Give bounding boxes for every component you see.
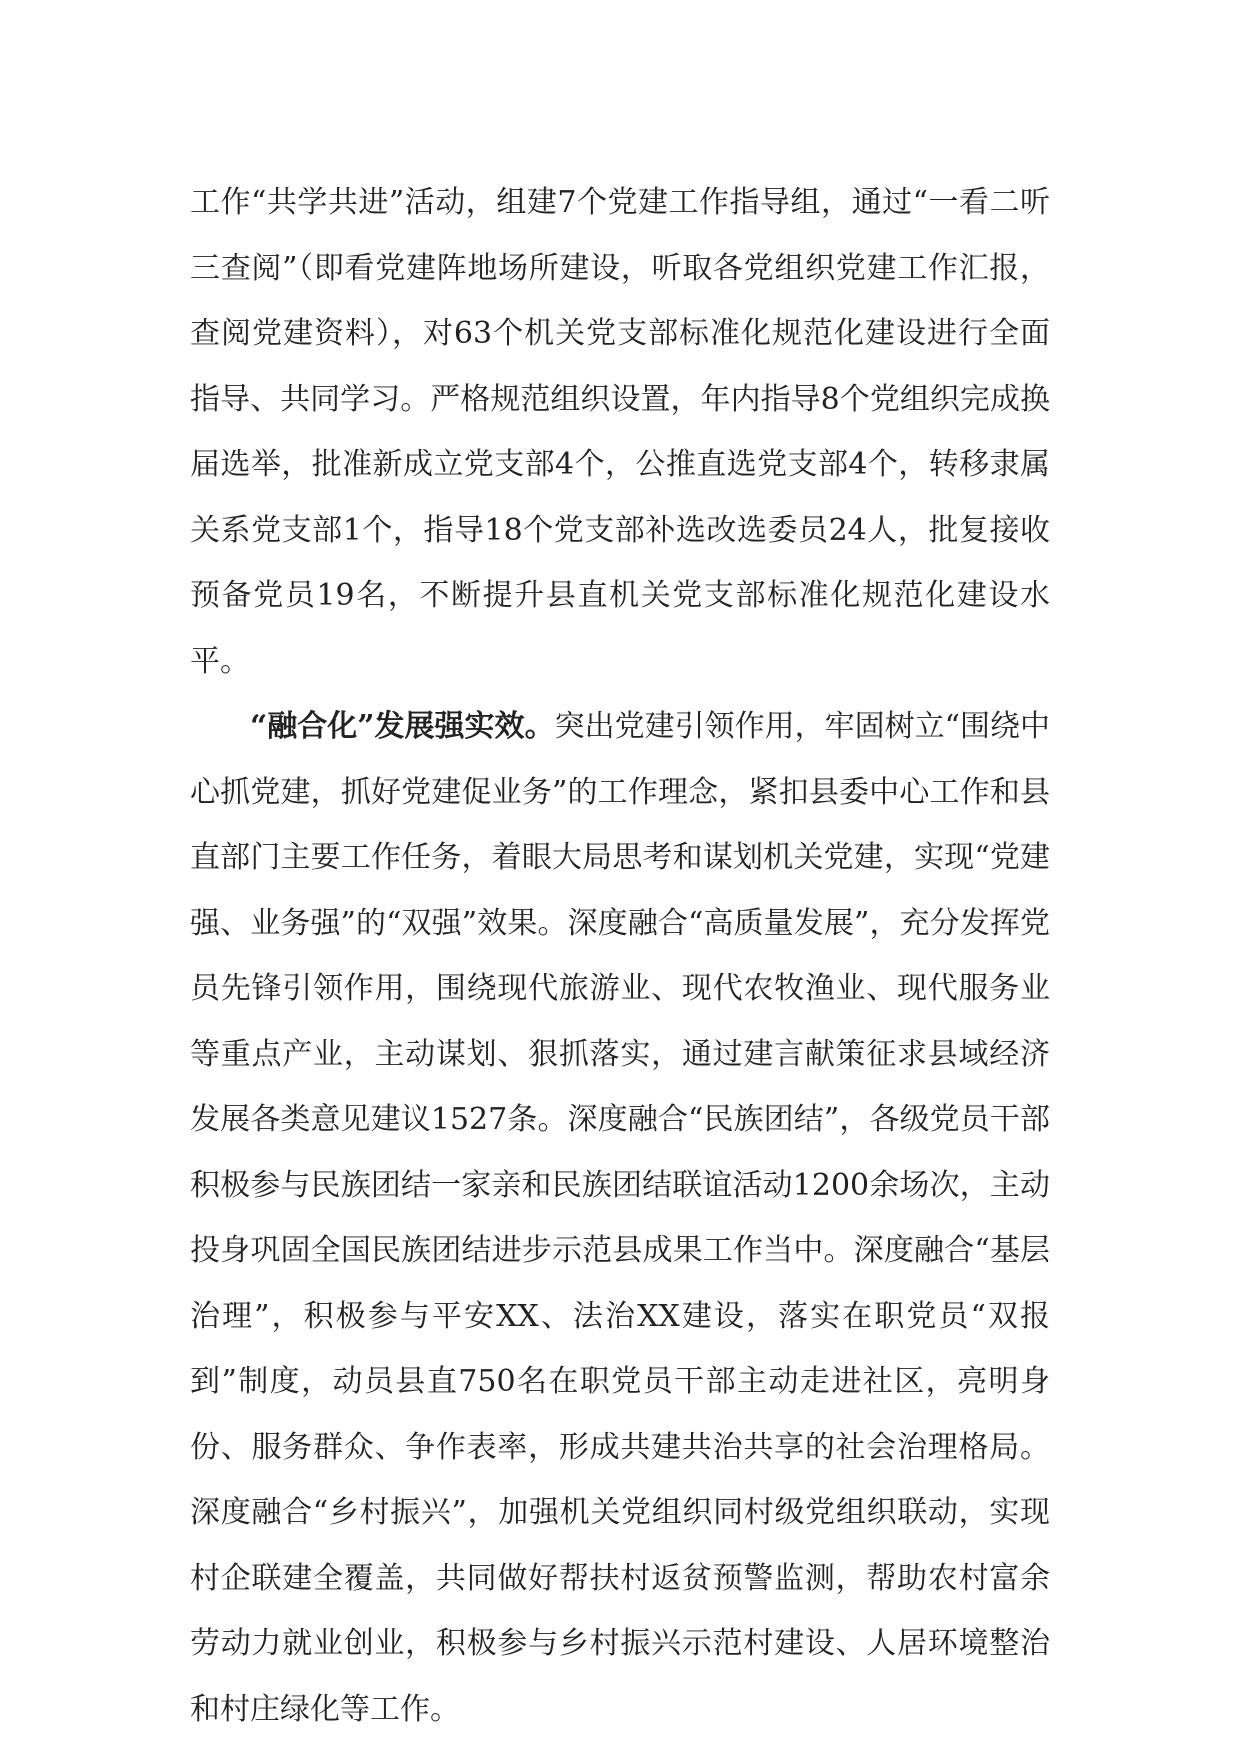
paragraph-text: 工作“共学共进”活动，组建7个党建工作指导组，通过“一看二听三查阅”（即看党建阵地场所建设，听取各党组织党建工作汇报，查阅党建资料），对63个机关党支部标准化规范化建设进行全面指导、共同学习。严格规范组织设置，年内指导8个党组织完成换届选举，批准新成立党支部4个，公推直选党支部4个，转移隶属关系党支部1个，指导18个党支部补选改选委员24人，批复接收预备党员19名，不断提升县直机关党支部标准化规范化建设水平。 (190, 185, 1050, 679)
paragraph-heading: “融合化”发展强实效。 (250, 709, 555, 744)
paragraph-continuation (190, 170, 1050, 694)
paragraph-text: 突出党建引领作用，牢固树立“围绕中心抓党建，抓好党建促业务”的工作理念，紧扣县委中心工作和县直部门主要工作任务，着眼大局思考和谋划机关党建，实现“党建强、业务强”的“双强”效果。深度融合“高质量发展”，充分发挥党员先锋引领作用，围绕现代旅游业、现代农牧渔业、现代服务业等重点产业，主动谋划、狠抓落实，通过建言献策征求县域经济发展各类意见建议1527条。深度融合“民族团结”，各级党员干部积极参与民族团结一家亲和民族团结联谊活动1200余场次，主动投身巩固全国民族团结进步示范县成果工作当中。深度融合“基层治理”，积极参与平安XX、法治XX建设，落实在职党员“双报到”制度，动员县直750名在职党员干部主动走进社区，亮明身份、服务群众、争作表率，形成共建共治共享的社会治理格局。深度融合“乡村振兴”，加强机关党组织同村级党组织联动，实现村企联建全覆盖，共同做好帮扶村返贫预警监测，帮助农村富余劳动力就业创业，积极参与乡村振兴示范村建设、人居环境整治和村庄绿化等工作。 (190, 709, 1050, 1727)
paragraph-integration (190, 694, 1050, 1742)
document-body (190, 170, 1050, 1742)
